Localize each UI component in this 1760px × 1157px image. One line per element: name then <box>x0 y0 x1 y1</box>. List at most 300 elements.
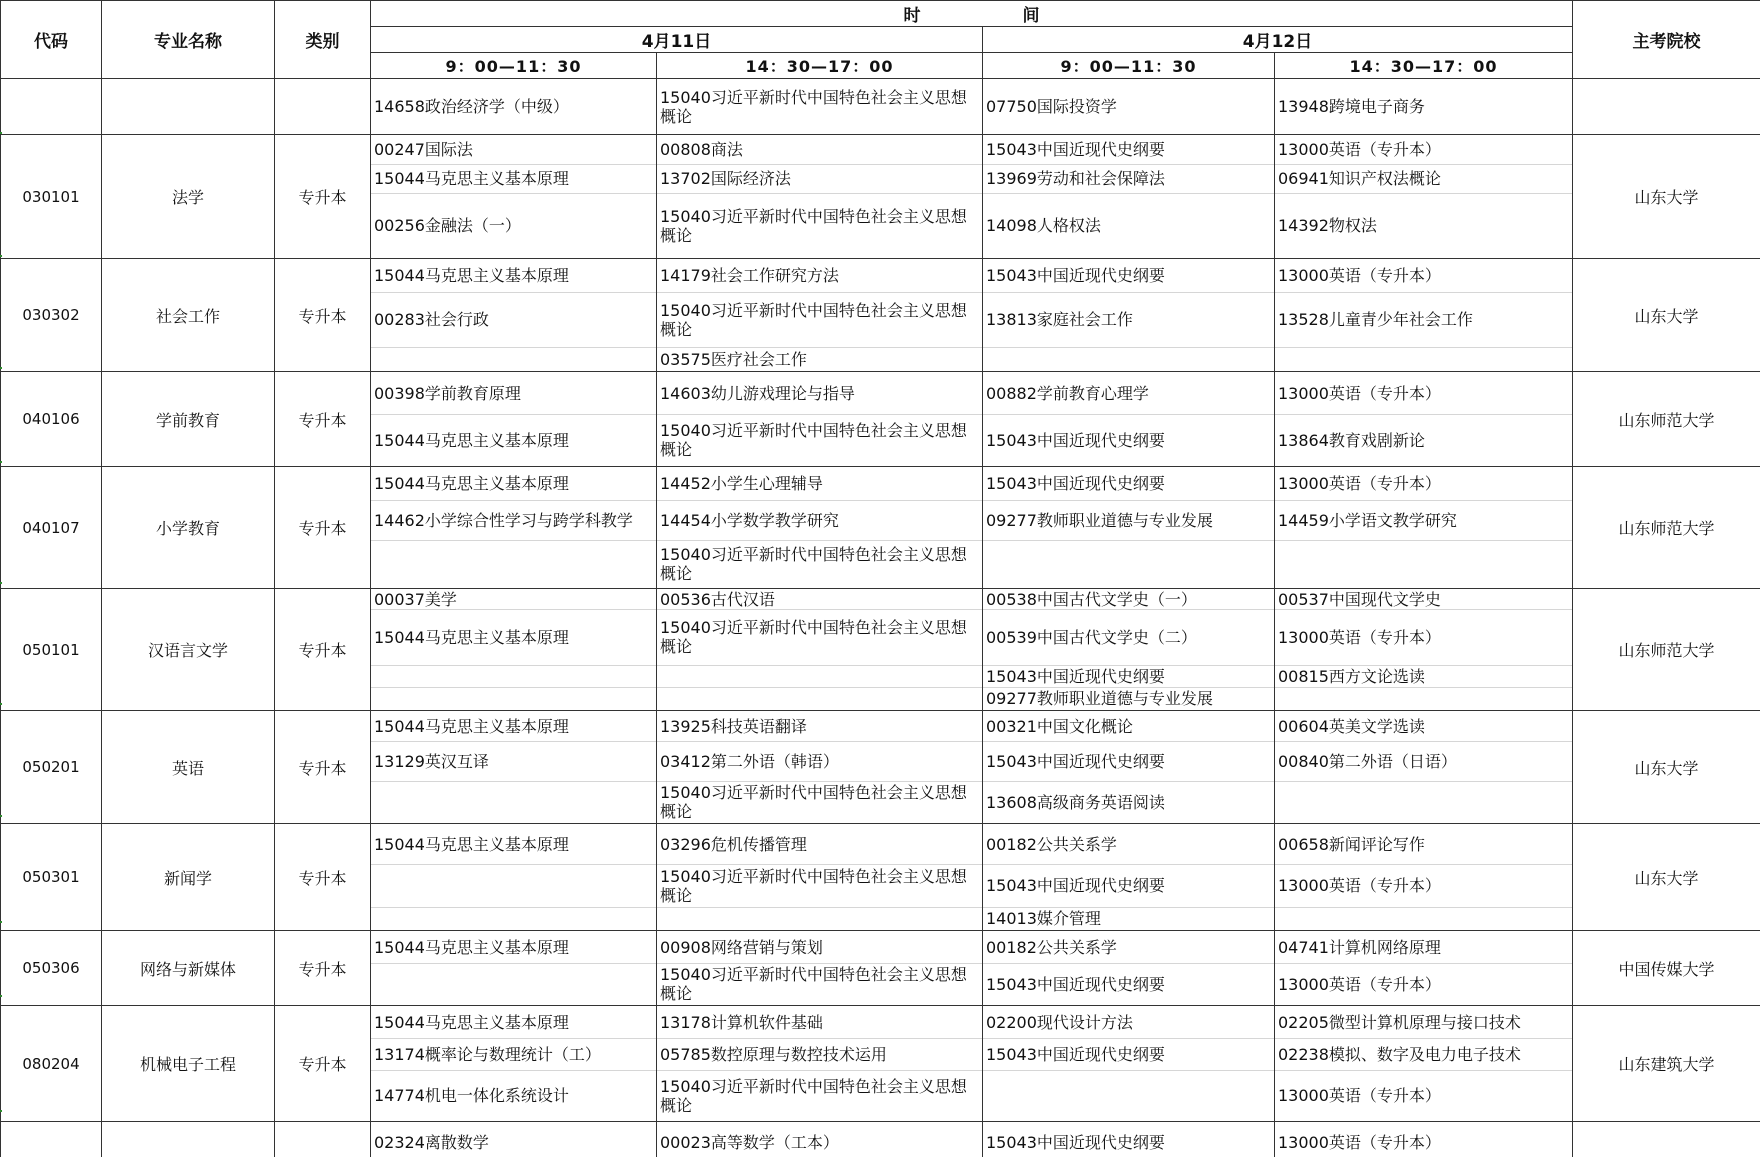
course-cell-apr11-am <box>371 1006 657 1122</box>
course-cell-apr11-pm <box>657 931 983 1006</box>
course-entry <box>371 1122 656 1157</box>
table-row <box>1 931 1760 1006</box>
course-cell-apr11-am <box>371 589 657 711</box>
major-category: 专升本 <box>275 824 371 931</box>
course-entry <box>1275 741 1572 781</box>
table-row <box>1 372 1760 467</box>
row-divider <box>371 907 656 908</box>
course-name: 14098人格权法 <box>986 216 1101 235</box>
major-code <box>1 79 102 135</box>
course-entry <box>657 907 982 930</box>
course-name: 13174概率论与数理统计（工） <box>374 1044 601 1064</box>
course-entry <box>983 372 1274 414</box>
course-entry <box>1275 292 1572 347</box>
row-divider <box>1275 741 1572 742</box>
course-name: 06941知识产权法概论 <box>1278 169 1441 188</box>
row-divider <box>371 864 656 865</box>
major-code: 080204 <box>1 1006 102 1122</box>
table-row <box>1 79 1760 135</box>
row-divider <box>371 1070 656 1071</box>
course-name: 00539中国古代文学史（二） <box>986 627 1197 647</box>
course-entry <box>983 907 1274 930</box>
course-entry <box>657 589 982 609</box>
major-category: 专升本 <box>275 931 371 1006</box>
course-entry <box>657 1038 982 1070</box>
course-entry <box>371 963 656 1005</box>
row-divider <box>657 347 982 348</box>
header-date-apr12: 4月12日 <box>983 27 1573 53</box>
course-name: 13702国际经济法 <box>660 169 791 188</box>
course-cell-apr12-pm <box>1275 467 1573 589</box>
course-entry <box>1275 79 1572 134</box>
course-cell-apr11-am <box>371 135 657 259</box>
course-cell-apr12-am <box>983 372 1275 467</box>
course-name: 15044马克思主义基本原理 <box>374 266 569 285</box>
course-name: 15043中国近现代史纲要 <box>986 1044 1165 1064</box>
course-entry <box>1275 824 1572 864</box>
course-entry <box>1275 963 1572 1005</box>
row-divider <box>371 665 656 666</box>
course-name: 15040习近平新时代中国特色社会主义思想概论 <box>660 421 967 459</box>
course-name: 14603幼儿游戏理论与指导 <box>660 383 855 403</box>
course-name: 15040习近平新时代中国特色社会主义思想概论 <box>660 783 967 821</box>
course-cell-apr12-am <box>983 931 1275 1006</box>
course-entry <box>371 164 656 193</box>
course-cell-apr11-am <box>371 372 657 467</box>
course-name: 15043中国近现代史纲要 <box>986 474 1165 493</box>
course-entry <box>371 1070 656 1121</box>
row-divider <box>657 864 982 865</box>
course-entry <box>983 741 1274 781</box>
header-slot-apr11-pm: 14：30—17：00 <box>657 53 983 79</box>
row-divider <box>983 781 1274 782</box>
course-entry <box>1275 193 1572 258</box>
exam-school <box>1573 1122 1760 1157</box>
course-name: 05785数控原理与数控技术运用 <box>660 1044 887 1064</box>
course-name: 00023高等数学（工本） <box>660 1132 839 1152</box>
exam-school: 中国传媒大学 <box>1573 931 1760 1006</box>
course-name: 00321中国文化概论 <box>986 716 1133 736</box>
course-name: 03412第二外语（韩语） <box>660 751 839 771</box>
major-code: 030101 <box>1 135 102 259</box>
course-entry <box>983 1070 1274 1121</box>
course-name: 13000英语（专升本） <box>1278 266 1441 285</box>
row-divider <box>657 414 982 415</box>
exam-school: 山东大学 <box>1573 259 1760 372</box>
course-entry <box>657 79 982 134</box>
course-name: 15043中国近现代史纲要 <box>986 876 1165 895</box>
row-marker <box>0 255 2 257</box>
course-entry <box>657 931 982 963</box>
row-divider <box>657 741 982 742</box>
course-entry <box>1275 467 1572 500</box>
header-slot-apr12-pm: 14：30—17：00 <box>1275 53 1573 79</box>
course-name: 15043中国近现代史纲要 <box>986 1132 1165 1152</box>
table-row <box>1 1122 1760 1157</box>
course-name: 00840第二外语（日语） <box>1278 751 1457 771</box>
major-name: 学前教育 <box>102 372 275 467</box>
course-cell-apr11-am <box>371 259 657 372</box>
course-cell-apr12-am <box>983 711 1275 824</box>
major-code <box>1 1122 102 1157</box>
course-entry <box>983 665 1274 687</box>
major-category: 专升本 <box>275 711 371 824</box>
course-entry <box>983 781 1274 823</box>
row-divider <box>1275 347 1572 348</box>
course-name: 00604英美文学选读 <box>1278 716 1425 736</box>
course-entry <box>657 665 982 687</box>
course-name: 00182公共关系学 <box>986 834 1117 854</box>
course-entry <box>371 711 656 741</box>
course-entry <box>657 741 982 781</box>
course-name: 13178计算机软件基础 <box>660 1012 823 1032</box>
table-row <box>1 589 1760 711</box>
course-cell-apr12-am <box>983 79 1275 135</box>
course-entry <box>657 292 982 347</box>
major-name <box>102 1122 275 1157</box>
course-cell-apr12-am <box>983 467 1275 589</box>
row-divider <box>657 193 982 194</box>
major-category <box>275 79 371 135</box>
row-divider <box>657 1070 982 1071</box>
course-cell-apr11-pm <box>657 824 983 931</box>
course-entry <box>657 864 982 907</box>
course-entry <box>983 931 1274 963</box>
course-name: 00882学前教育心理学 <box>986 383 1149 403</box>
course-name: 09277教师职业道德与专业发展 <box>986 510 1213 530</box>
course-name: 15043中国近现代史纲要 <box>986 666 1165 686</box>
row-divider <box>1275 540 1572 541</box>
course-cell-apr11-am <box>371 1122 657 1157</box>
course-entry <box>371 687 656 710</box>
major-name: 机械电子工程 <box>102 1006 275 1122</box>
course-entry <box>1275 414 1572 466</box>
major-category: 专升本 <box>275 135 371 259</box>
course-cell-apr12-pm <box>1275 135 1573 259</box>
row-divider <box>371 292 656 293</box>
header-code: 代码 <box>1 1 102 79</box>
course-entry <box>1275 711 1572 741</box>
course-entry <box>371 414 656 466</box>
course-entry <box>371 193 656 258</box>
table-row <box>1 1006 1760 1122</box>
course-name: 14392物权法 <box>1278 216 1377 235</box>
major-name: 英语 <box>102 711 275 824</box>
course-cell-apr12-am <box>983 824 1275 931</box>
course-entry <box>371 824 656 864</box>
row-divider <box>657 292 982 293</box>
course-name: 15044马克思主义基本原理 <box>374 1012 569 1032</box>
course-entry <box>371 292 656 347</box>
row-marker <box>0 815 2 817</box>
row-divider <box>371 540 656 541</box>
course-entry <box>983 164 1274 193</box>
course-entry <box>371 864 656 907</box>
course-name: 15044马克思主义基本原理 <box>374 834 569 854</box>
course-cell-apr11-am <box>371 467 657 589</box>
course-name: 14179社会工作研究方法 <box>660 266 839 285</box>
course-entry <box>371 665 656 687</box>
course-entry <box>1275 907 1572 930</box>
course-name: 15040习近平新时代中国特色社会主义思想概论 <box>660 300 967 339</box>
course-entry <box>371 372 656 414</box>
course-name: 13864教育戏剧新论 <box>1278 430 1425 450</box>
exam-school: 山东大学 <box>1573 824 1760 931</box>
course-entry <box>1275 781 1572 823</box>
header-slot-apr12-am: 9：00—11：30 <box>983 53 1275 79</box>
row-divider <box>1275 193 1572 194</box>
course-entry <box>657 540 982 588</box>
row-divider <box>657 540 982 541</box>
course-name: 00247国际法 <box>374 140 473 159</box>
course-name: 15040习近平新时代中国特色社会主义思想概论 <box>660 866 967 905</box>
row-marker <box>0 582 2 584</box>
course-entry <box>983 135 1274 164</box>
table-row <box>1 135 1760 259</box>
course-name: 13000英语（专升本） <box>1278 876 1441 895</box>
row-divider <box>371 500 656 501</box>
course-name: 13608高级商务英语阅读 <box>986 792 1165 812</box>
major-code: 050306 <box>1 931 102 1006</box>
course-name: 15040习近平新时代中国特色社会主义思想概论 <box>660 618 967 656</box>
course-entry <box>657 500 982 540</box>
row-divider <box>1275 781 1572 782</box>
exam-school: 山东大学 <box>1573 135 1760 259</box>
row-divider <box>657 963 982 964</box>
row-divider <box>983 1038 1274 1039</box>
course-name: 14462小学综合性学习与跨学科教学 <box>374 510 633 530</box>
exam-school: 山东师范大学 <box>1573 467 1760 589</box>
course-entry <box>657 135 982 164</box>
row-divider <box>983 609 1274 610</box>
course-name: 00538中国古代文学史（一） <box>986 589 1197 609</box>
row-divider <box>1275 1038 1572 1039</box>
header-date-apr11: 4月11日 <box>371 27 983 53</box>
course-entry <box>657 193 982 258</box>
row-divider <box>1275 164 1572 165</box>
major-name: 法学 <box>102 135 275 259</box>
course-name: 00182公共关系学 <box>986 937 1117 957</box>
course-entry <box>371 500 656 540</box>
course-entry <box>983 609 1274 665</box>
course-entry <box>371 540 656 588</box>
course-entry <box>983 711 1274 741</box>
course-entry <box>983 1122 1274 1157</box>
course-entry <box>371 907 656 930</box>
course-name: 00398学前教育原理 <box>374 383 521 403</box>
course-cell-apr12-pm <box>1275 1006 1573 1122</box>
course-entry <box>983 347 1274 371</box>
course-entry <box>657 1070 982 1121</box>
course-entry <box>1275 589 1572 609</box>
course-name: 07750国际投资学 <box>986 97 1117 116</box>
course-cell-apr12-pm <box>1275 259 1573 372</box>
course-cell-apr12-am <box>983 589 1275 711</box>
course-entry <box>983 824 1274 864</box>
row-divider <box>983 963 1274 964</box>
course-entry <box>1275 1038 1572 1070</box>
course-cell-apr12-pm <box>1275 711 1573 824</box>
row-divider <box>983 414 1274 415</box>
major-category <box>275 1122 371 1157</box>
row-marker <box>0 921 2 923</box>
course-cell-apr12-pm <box>1275 1122 1573 1157</box>
course-name: 02324离散数学 <box>374 1132 489 1152</box>
major-name: 小学教育 <box>102 467 275 589</box>
course-cell-apr11-am <box>371 824 657 931</box>
major-name <box>102 79 275 135</box>
course-entry <box>657 414 982 466</box>
major-name: 汉语言文学 <box>102 589 275 711</box>
course-name: 00908网络营销与策划 <box>660 937 823 957</box>
exam-school: 山东师范大学 <box>1573 589 1760 711</box>
row-divider <box>983 164 1274 165</box>
table-row <box>1 467 1760 589</box>
course-cell-apr12-am <box>983 259 1275 372</box>
table-row <box>1 259 1760 372</box>
row-divider <box>983 907 1274 908</box>
course-entry <box>1275 931 1572 963</box>
course-entry <box>1275 500 1572 540</box>
course-cell-apr12-pm <box>1275 589 1573 711</box>
row-divider <box>1275 1070 1572 1071</box>
course-cell-apr11-pm <box>657 467 983 589</box>
course-name: 13000英语（专升本） <box>1278 383 1441 403</box>
course-entry <box>983 589 1274 609</box>
row-divider <box>371 347 656 348</box>
header-time: 时 间 <box>371 1 1573 27</box>
course-name: 00256金融法（一） <box>374 216 521 235</box>
course-entry <box>983 292 1274 347</box>
course-name: 00537中国现代文学史 <box>1278 589 1441 609</box>
course-name: 02238模拟、数字及电力电子技术 <box>1278 1044 1521 1064</box>
course-cell-apr11-am <box>371 711 657 824</box>
course-name: 13000英语（专升本） <box>1278 1086 1441 1105</box>
course-name: 14454小学数学教学研究 <box>660 510 839 530</box>
row-divider <box>371 687 656 688</box>
row-divider <box>1275 963 1572 964</box>
row-divider <box>371 609 656 610</box>
course-cell-apr11-am <box>371 931 657 1006</box>
major-code: 030302 <box>1 259 102 372</box>
major-category: 专升本 <box>275 467 371 589</box>
row-marker <box>0 461 2 463</box>
major-code: 040107 <box>1 467 102 589</box>
major-code: 050201 <box>1 711 102 824</box>
header-major: 专业名称 <box>102 1 275 79</box>
course-entry <box>657 467 982 500</box>
course-name: 03296危机传播管理 <box>660 834 807 854</box>
course-name: 15044马克思主义基本原理 <box>374 627 569 647</box>
course-entry <box>657 687 982 710</box>
course-name: 15043中国近现代史纲要 <box>986 974 1165 994</box>
course-entry <box>1275 347 1572 371</box>
row-divider <box>983 1070 1274 1071</box>
course-name: 15044马克思主义基本原理 <box>374 716 569 736</box>
course-cell-apr11-pm <box>657 589 983 711</box>
course-entry <box>983 259 1274 292</box>
course-cell-apr12-pm <box>1275 79 1573 135</box>
course-entry <box>983 687 1274 710</box>
course-entry <box>983 1006 1274 1038</box>
course-name: 13528儿童青少年社会工作 <box>1278 310 1473 329</box>
course-entry <box>983 1038 1274 1070</box>
course-name: 00815西方文论选读 <box>1278 666 1425 686</box>
course-entry <box>1275 540 1572 588</box>
course-entry <box>1275 864 1572 907</box>
major-category: 专升本 <box>275 259 371 372</box>
row-divider <box>983 500 1274 501</box>
course-entry <box>983 193 1274 258</box>
course-name: 13129英汉互译 <box>374 751 489 771</box>
major-code: 050301 <box>1 824 102 931</box>
course-entry <box>1275 687 1572 710</box>
row-divider <box>657 164 982 165</box>
course-name: 13813家庭社会工作 <box>986 310 1133 329</box>
row-marker <box>0 995 2 997</box>
course-name: 15043中国近现代史纲要 <box>986 266 1165 285</box>
row-divider <box>371 963 656 964</box>
course-entry <box>1275 259 1572 292</box>
course-entry <box>371 609 656 665</box>
course-entry <box>1275 372 1572 414</box>
course-cell-apr12-pm <box>1275 824 1573 931</box>
course-cell-apr12-am <box>983 135 1275 259</box>
course-cell-apr12-pm <box>1275 931 1573 1006</box>
row-divider <box>983 741 1274 742</box>
course-name: 14658政治经济学（中级） <box>374 97 569 116</box>
course-cell-apr11-pm <box>657 372 983 467</box>
course-cell-apr11-pm <box>657 259 983 372</box>
course-entry <box>983 79 1274 134</box>
course-name: 02205微型计算机原理与接口技术 <box>1278 1012 1521 1032</box>
course-cell-apr11-pm <box>657 1122 983 1157</box>
row-marker <box>0 1110 2 1112</box>
table-row <box>1 711 1760 824</box>
row-divider <box>983 292 1274 293</box>
row-divider <box>657 907 982 908</box>
exam-school <box>1573 79 1760 135</box>
major-category: 专升本 <box>275 1006 371 1122</box>
course-cell-apr11-pm <box>657 79 983 135</box>
row-divider <box>983 687 1274 688</box>
row-divider <box>1275 864 1572 865</box>
row-divider <box>371 164 656 165</box>
course-name: 03575医疗社会工作 <box>660 349 807 369</box>
course-entry <box>371 589 656 609</box>
course-entry <box>371 781 656 823</box>
course-entry <box>371 135 656 164</box>
row-divider <box>371 1038 656 1039</box>
course-name: 15043中国近现代史纲要 <box>986 140 1165 159</box>
course-entry <box>983 500 1274 540</box>
row-divider <box>657 500 982 501</box>
course-entry <box>983 414 1274 466</box>
major-category: 专升本 <box>275 589 371 711</box>
course-name: 00536古代汉语 <box>660 589 775 609</box>
course-cell-apr11-pm <box>657 1006 983 1122</box>
course-name: 15040习近平新时代中国特色社会主义思想概论 <box>660 87 967 126</box>
course-entry <box>371 347 656 371</box>
course-name: 00808商法 <box>660 140 743 159</box>
course-entry <box>371 259 656 292</box>
row-divider <box>1275 907 1572 908</box>
row-divider <box>983 540 1274 541</box>
course-entry <box>983 540 1274 588</box>
header-school: 主考院校 <box>1573 1 1760 79</box>
course-name: 02200现代设计方法 <box>986 1012 1133 1032</box>
row-divider <box>1275 500 1572 501</box>
